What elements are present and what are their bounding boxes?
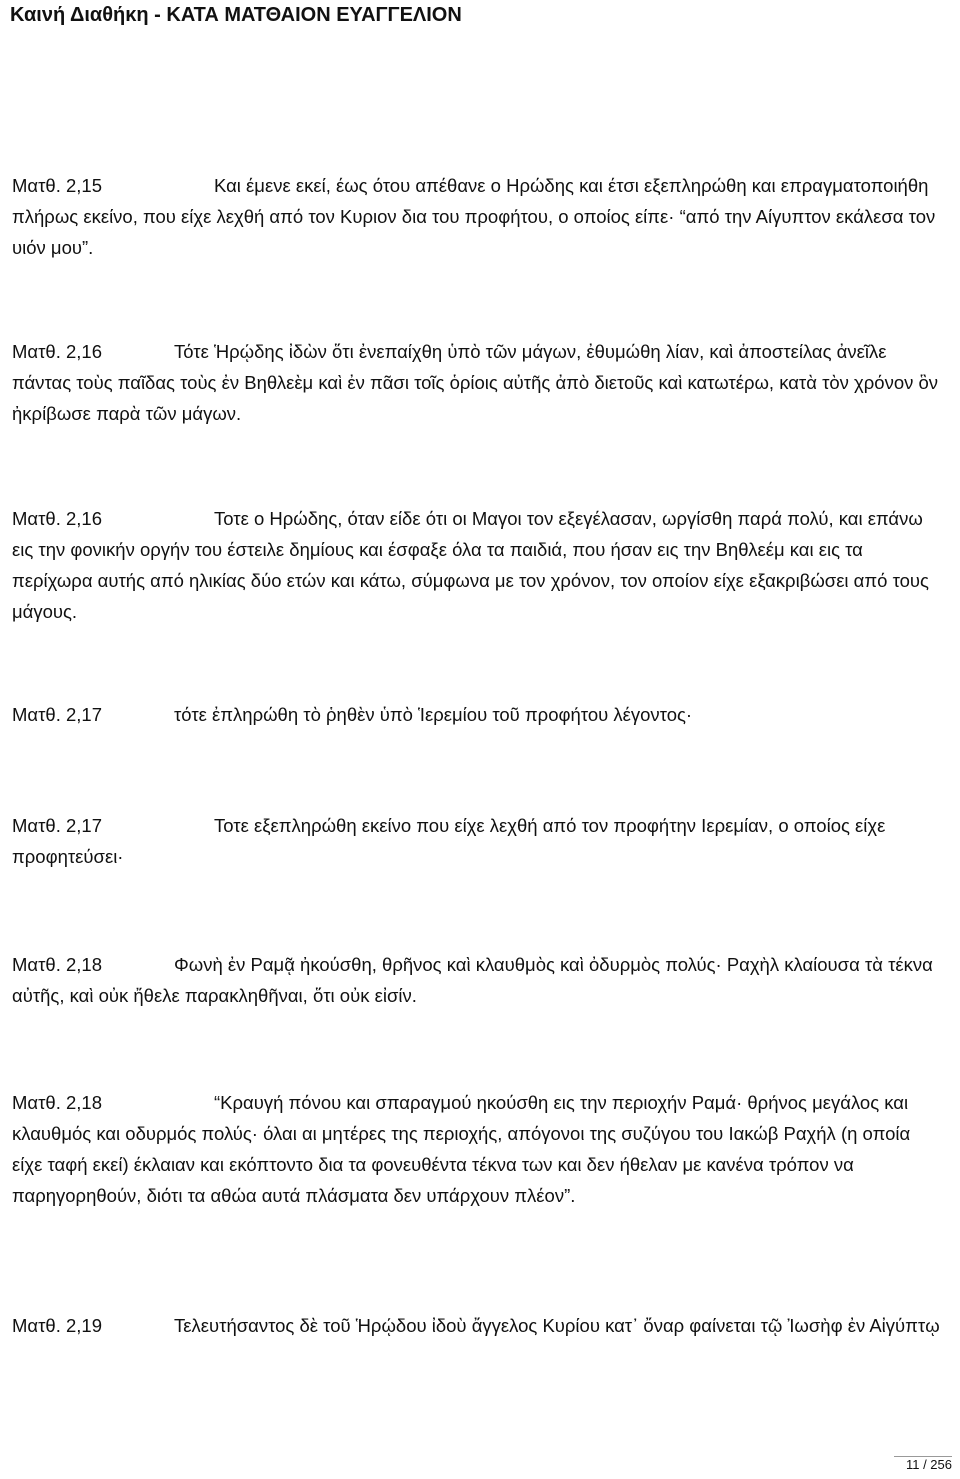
verse-text: Τελευτήσαντος δὲ τοῦ Ἡρῴδου ἰδοὺ ἄγγελος Κυρίου κατ᾿ ὄναρ φαίνεται τῷ Ἰωσὴφ ἐν Αἰγύπτῳ bbox=[174, 1315, 940, 1336]
verse-text: τότε ἐπληρώθη τὸ ῥηθὲν ὑπὸ Ἱερεμίου τοῦ προφήτου λέγοντος· bbox=[174, 704, 693, 725]
verse-paragraph bbox=[12, 810, 940, 872]
verse-paragraph bbox=[12, 699, 940, 730]
verse-paragraph bbox=[12, 336, 940, 429]
verse-text: Τότε Ἡρῴδης ἰδὼν ὅτι ἐνεπαίχθη ὑπὸ τῶν μάγων, ἐθυμώθη λίαν, καὶ ἀποστείλας ἀνεῖλε πάντας τοὺς παῖδας τοὺς ἐν Βηθλεὲμ καὶ ἐν πᾶσι τοῖς ὁρίοις αὐτῆς ἀπὸ διετοῦς καὶ κατωτέρω, κατὰ τὸν χρόνον ὃν ἠκρίβωσε παρὰ τῶν μάγων. bbox=[12, 341, 939, 424]
verse-paragraph bbox=[12, 503, 940, 627]
verse-reference: Ματθ. 2,17 bbox=[12, 704, 102, 725]
verse-reference: Ματθ. 2,16 bbox=[12, 508, 102, 529]
verse-reference: Ματθ. 2,15 bbox=[12, 175, 102, 196]
verse-reference: Ματθ. 2,18 bbox=[12, 1092, 102, 1113]
verse-reference: Ματθ. 2,17 bbox=[12, 815, 102, 836]
verse-text: Φωνὴ ἐν Ραμᾷ ἠκούσθη, θρῆνος καὶ κλαυθμὸς καὶ ὀδυρμὸς πολύς· Ραχὴλ κλαίουσα τὰ τέκνα αὐτῆς, καὶ οὐκ ἤθελε παρακληθῆναι, ὅτι οὐκ εἰσίν. bbox=[12, 954, 933, 1006]
verse-paragraph bbox=[12, 170, 940, 263]
page-number: 11 / 256 bbox=[894, 1456, 952, 1473]
verse-paragraph bbox=[12, 1087, 940, 1211]
document-title: Καινή Διαθήκη - ΚΑΤΑ ΜΑΤΘΑΙΟΝ ΕΥΑΓΓΕΛΙΟΝ bbox=[10, 4, 462, 26]
verse-reference: Ματθ. 2,19 bbox=[12, 1315, 102, 1336]
verse-text: Τοτε ο Ηρώδης, όταν είδε ότι οι Μαγοι τον εξεγέλασαν, ωργίσθη παρά πολύ, και επάνω εις την φονικήν οργήν του έστειλε δημίους και έσφαξε όλα τα παιδιά, που ήσαν εις την Βηθλεέμ και εις τα περίχωρα αυτής από ηλικίας δύο ετών και κάτω, σύμφωνα με τον χρόνον, τον οποίον είχε εξακριβώσει από τους μάγους. bbox=[12, 508, 929, 622]
verse-paragraph bbox=[12, 949, 940, 1011]
verse-text: Τοτε εξεπληρώθη εκείνο που είχε λεχθή από τον προφήτην Ιερεμίαν, ο οποίος είχε προφητεύσει· bbox=[12, 815, 886, 867]
verse-reference: Ματθ. 2,18 bbox=[12, 954, 102, 975]
verse-text: Και έμενε εκεί, έως ότου απέθανε ο Ηρώδης και έτσι εξεπληρώθη και επραγματοποιήθη πλήρως εκείνο, που είχε λεχθή από τον Κυριον δια του προφήτου, ο οποίος είπε· “από την Αίγυπτον εκάλεσα τον υιόν μου”. bbox=[12, 175, 936, 258]
verse-paragraph bbox=[12, 1310, 940, 1341]
verse-reference: Ματθ. 2,16 bbox=[12, 341, 102, 362]
verse-text: “Κραυγή πόνου και σπαραγμού ηκούσθη εις την περιοχήν Ραμά· θρήνος μεγάλος και κλαυθμός και οδυρμός πολύς· όλαι αι μητέρες της περιοχής, απόγονοι της συζύγου του Ιακώβ Ραχήλ (η οποία είχε ταφή εκεί) έκλαιαν και εκόπτοντο δια τα φονευθέντα τέκνα των και δεν ήθελαν με κανένα τρόπον να παρηγορηθούν, διότι τα αθώα αυτά πλάσματα δεν υπάρχουν πλέον”. bbox=[12, 1092, 911, 1206]
